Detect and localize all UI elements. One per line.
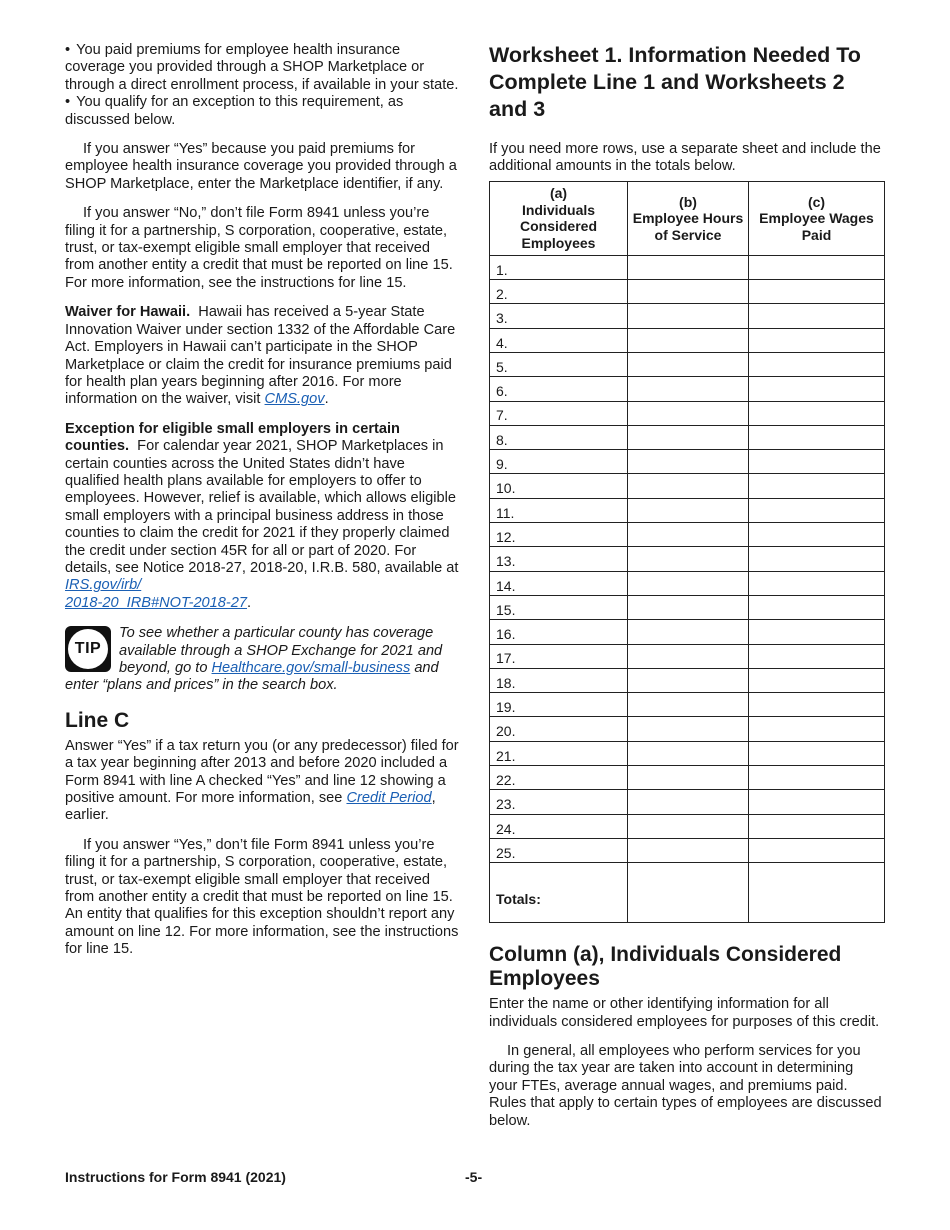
paragraph-answer-no: If you answer “No,” don’t file Form 8941 unless you’re filing it for a partnership, S corporation, cooperative, estate, trust, or tax-exempt eligible small employer that received from another entity a credit that must be reported on line 15. For more information, see the instructions for line 15. bbox=[65, 205, 453, 291]
hours-total-cell[interactable] bbox=[628, 863, 749, 923]
wages-cell[interactable] bbox=[749, 328, 885, 352]
hours-cell[interactable] bbox=[628, 425, 749, 449]
worksheet-row bbox=[490, 547, 885, 571]
left-column bbox=[65, 42, 462, 959]
wages-cell[interactable] bbox=[749, 693, 885, 717]
worksheet-row bbox=[490, 450, 885, 474]
column-a-paragraph-general: In general, all employees who perform services for you during the tax year are taken into account in determining your FTEs, average annual wages, and premiums paid. Rules that apply to certain types of employees are discussed below. bbox=[489, 1043, 882, 1129]
worksheet-title: Worksheet 1. Information Needed To Complete Line 1 and Worksheets 2 and 3 bbox=[489, 43, 861, 121]
paragraph-answer-yes: If you answer “Yes” because you paid premiums for employee health insurance coverage you provided through a SHOP Marketplace, enter the Marketplace identifier, if any. bbox=[65, 141, 457, 192]
wages-cell[interactable] bbox=[749, 353, 885, 377]
hours-cell[interactable] bbox=[628, 595, 749, 619]
wages-cell[interactable] bbox=[749, 377, 885, 401]
hours-cell[interactable] bbox=[628, 304, 749, 328]
worksheet-row bbox=[490, 790, 885, 814]
wages-cell[interactable] bbox=[749, 644, 885, 668]
wages-cell[interactable] bbox=[749, 280, 885, 304]
wages-cell[interactable] bbox=[749, 620, 885, 644]
wages-cell[interactable] bbox=[749, 498, 885, 522]
worksheet-row bbox=[490, 571, 885, 595]
row-number-cell[interactable]: 11. bbox=[490, 498, 628, 522]
wages-total-cell[interactable] bbox=[749, 863, 885, 923]
row-number-cell[interactable]: 7. bbox=[490, 401, 628, 425]
tip-box: TIP To see whether a particular county has coverage available through a SHOP Exchange for 2021 and beyond, go to Healthcare.gov/small-business and enter “plans and prices” in the search box. bbox=[65, 625, 443, 694]
paragraph-line-c-yes: If you answer “Yes,” don’t file Form 8941 unless you’re filing it for a partnership, S corporation, cooperative, estate, trust, or tax-exempt eligible small employer that received from another entity a credit that must be reported on line 15. An entity that qualifies for this exception shouldn’t report any amount on line 12. For more information, see the instructions for line 15. bbox=[65, 836, 459, 958]
hawaii-heading: Waiver for Hawaii. bbox=[65, 304, 191, 321]
hours-cell[interactable] bbox=[628, 766, 749, 790]
row-number-cell[interactable]: 10. bbox=[490, 474, 628, 498]
column-a-header: (a) Individuals Considered Employees bbox=[490, 181, 628, 255]
tip-icon: TIP bbox=[65, 626, 111, 672]
row-number-cell[interactable]: 2. bbox=[490, 280, 628, 304]
worksheet-row bbox=[490, 814, 885, 838]
wages-cell[interactable] bbox=[749, 838, 885, 862]
hours-cell[interactable] bbox=[628, 523, 749, 547]
hours-cell[interactable] bbox=[628, 450, 749, 474]
hours-cell[interactable] bbox=[628, 280, 749, 304]
row-number-cell[interactable]: 23. bbox=[490, 790, 628, 814]
paragraph-county-exception: Exception for eligible small employers in certain counties. For calendar year 2021, SHOP Marketplaces in certain counties across the United States didn’t have qualified health plans available for employers to offer to employees. However, relief is available, which allows eligible small employers with a principal business address in those counties to claim the credit for 2021 if they properly claimed the credit under section 45R for all or part of 2020. For details, see Notice 2018-27, 2018-20, I.R.B. 580, available at IRS.gov/irb/ 2018-20_IRB#NOT-2018-27. bbox=[65, 420, 459, 611]
hours-cell[interactable] bbox=[628, 377, 749, 401]
row-number-cell[interactable]: 3. bbox=[490, 304, 628, 328]
hours-cell[interactable] bbox=[628, 353, 749, 377]
worksheet-row bbox=[490, 693, 885, 717]
row-number-cell[interactable]: 19. bbox=[490, 693, 628, 717]
worksheet-body bbox=[490, 255, 885, 922]
cms-link[interactable]: CMS.gov bbox=[264, 391, 325, 408]
hours-cell[interactable] bbox=[628, 474, 749, 498]
hours-cell[interactable] bbox=[628, 790, 749, 814]
worksheet-row bbox=[490, 717, 885, 741]
wages-cell[interactable] bbox=[749, 450, 885, 474]
worksheet-intro: If you need more rows, use a separate sheet and include the additional amounts in the totals below. bbox=[489, 141, 881, 175]
row-number-cell[interactable]: 17. bbox=[490, 644, 628, 668]
worksheet-row bbox=[490, 838, 885, 862]
hours-cell[interactable] bbox=[628, 255, 749, 279]
hours-cell[interactable] bbox=[628, 571, 749, 595]
irs-notice-link[interactable]: IRS.gov/irb/ 2018-20_IRB#NOT-2018-27 bbox=[65, 577, 248, 611]
hours-cell[interactable] bbox=[628, 547, 749, 571]
exception-heading: Exception for eligible small employers in certain counties. bbox=[65, 420, 400, 455]
hours-cell[interactable] bbox=[628, 668, 749, 692]
paragraph-hawaii-waiver: Waiver for Hawaii. Hawaii has received a 5-year State Innovation Waiver under section 1332 of the Affordable Care Act. Employers in Hawaii can’t participate in the SHOP Marketplace or claim the credit for insurance premiums paid for health plan years beginning after 2016. For more information on the waiver, visit CMS.gov. bbox=[65, 304, 456, 408]
row-number-cell[interactable]: 8. bbox=[490, 425, 628, 449]
wages-cell[interactable] bbox=[749, 401, 885, 425]
right-column bbox=[489, 42, 885, 1130]
healthcare-link[interactable]: Healthcare.gov/small-business bbox=[211, 660, 411, 676]
row-number-cell[interactable]: 22. bbox=[490, 766, 628, 790]
worksheet-row bbox=[490, 353, 885, 377]
row-number-cell[interactable]: 16. bbox=[490, 620, 628, 644]
hours-cell[interactable] bbox=[628, 328, 749, 352]
row-number-cell[interactable]: 13. bbox=[490, 547, 628, 571]
line-c-heading: Line C bbox=[65, 708, 130, 732]
wages-cell[interactable] bbox=[749, 523, 885, 547]
hours-cell[interactable] bbox=[628, 644, 749, 668]
worksheet-header-row bbox=[490, 181, 885, 255]
row-number-cell[interactable]: 18. bbox=[490, 668, 628, 692]
wages-cell[interactable] bbox=[749, 547, 885, 571]
page-number: -5- bbox=[465, 1169, 483, 1185]
hours-cell[interactable] bbox=[628, 693, 749, 717]
wages-cell[interactable] bbox=[749, 595, 885, 619]
worksheet-row bbox=[490, 595, 885, 619]
hours-cell[interactable] bbox=[628, 620, 749, 644]
wages-cell[interactable] bbox=[749, 717, 885, 741]
worksheet-row bbox=[490, 328, 885, 352]
row-number-cell[interactable]: 21. bbox=[490, 741, 628, 765]
row-number-cell[interactable]: 15. bbox=[490, 595, 628, 619]
worksheet-row bbox=[490, 741, 885, 765]
credit-period-link[interactable]: Credit Period bbox=[346, 790, 432, 807]
row-number-cell[interactable]: 24. bbox=[490, 814, 628, 838]
worksheet-row bbox=[490, 280, 885, 304]
paragraph-line-c: Answer “Yes” if a tax return you (or any predecessor) filed for a tax year beginning after 2013 and before 2020 included a Form 8941 with line A checked “Yes” and line 12 showing a positive amount. For more information, see Credit Period, earlier. bbox=[65, 737, 459, 824]
row-number-cell[interactable]: 6. bbox=[490, 377, 628, 401]
worksheet-row bbox=[490, 304, 885, 328]
hours-cell[interactable] bbox=[628, 401, 749, 425]
page-footer bbox=[65, 1169, 885, 1185]
worksheet-row bbox=[490, 474, 885, 498]
wages-cell[interactable] bbox=[749, 790, 885, 814]
worksheet-row bbox=[490, 425, 885, 449]
column-a-heading: Column (a), Individuals Considered Employees bbox=[489, 943, 842, 991]
worksheet-row bbox=[490, 766, 885, 790]
bullet-item: • You paid premiums for employee health insurance coverage you provided through a SHOP Marketplace or through a direct enrollment process, if available in your state. bbox=[65, 42, 462, 94]
row-number-cell[interactable]: 9. bbox=[490, 450, 628, 474]
worksheet-row bbox=[490, 644, 885, 668]
row-number-cell[interactable]: 4. bbox=[490, 328, 628, 352]
worksheet-row bbox=[490, 498, 885, 522]
column-b-header: (b) Employee Hours of Service bbox=[628, 181, 749, 255]
footer-title: Instructions for Form 8941 (2021) bbox=[65, 1169, 286, 1185]
wages-cell[interactable] bbox=[749, 425, 885, 449]
row-number-cell[interactable]: 1. bbox=[490, 255, 628, 279]
row-number-cell[interactable]: 20. bbox=[490, 717, 628, 741]
worksheet-table bbox=[489, 181, 885, 923]
row-number-cell[interactable]: 12. bbox=[490, 523, 628, 547]
hours-cell[interactable] bbox=[628, 717, 749, 741]
row-number-cell[interactable]: 25. bbox=[490, 838, 628, 862]
wages-cell[interactable] bbox=[749, 255, 885, 279]
worksheet-row bbox=[490, 255, 885, 279]
wages-cell[interactable] bbox=[749, 741, 885, 765]
worksheet-row bbox=[490, 401, 885, 425]
wages-cell[interactable] bbox=[749, 474, 885, 498]
totals-row bbox=[490, 863, 885, 923]
wages-cell[interactable] bbox=[749, 766, 885, 790]
column-a-paragraph: Enter the name or other identifying information for all individuals considered employees for purposes of this credit. bbox=[489, 996, 880, 1030]
wages-cell[interactable] bbox=[749, 304, 885, 328]
column-c-header: (c) Employee Wages Paid bbox=[749, 181, 885, 255]
totals-label: Totals: bbox=[490, 863, 628, 923]
hours-cell[interactable] bbox=[628, 498, 749, 522]
wages-cell[interactable] bbox=[749, 668, 885, 692]
worksheet-row bbox=[490, 377, 885, 401]
hours-cell[interactable] bbox=[628, 741, 749, 765]
wages-cell[interactable] bbox=[749, 814, 885, 838]
worksheet-row bbox=[490, 523, 885, 547]
worksheet-row bbox=[490, 668, 885, 692]
row-number-cell[interactable]: 14. bbox=[490, 571, 628, 595]
wages-cell[interactable] bbox=[749, 571, 885, 595]
worksheet-row bbox=[490, 620, 885, 644]
hours-cell[interactable] bbox=[628, 814, 749, 838]
row-number-cell[interactable]: 5. bbox=[490, 353, 628, 377]
hours-cell[interactable] bbox=[628, 838, 749, 862]
bullet-item: • You qualify for an exception to this requirement, as discussed below. bbox=[65, 94, 462, 129]
